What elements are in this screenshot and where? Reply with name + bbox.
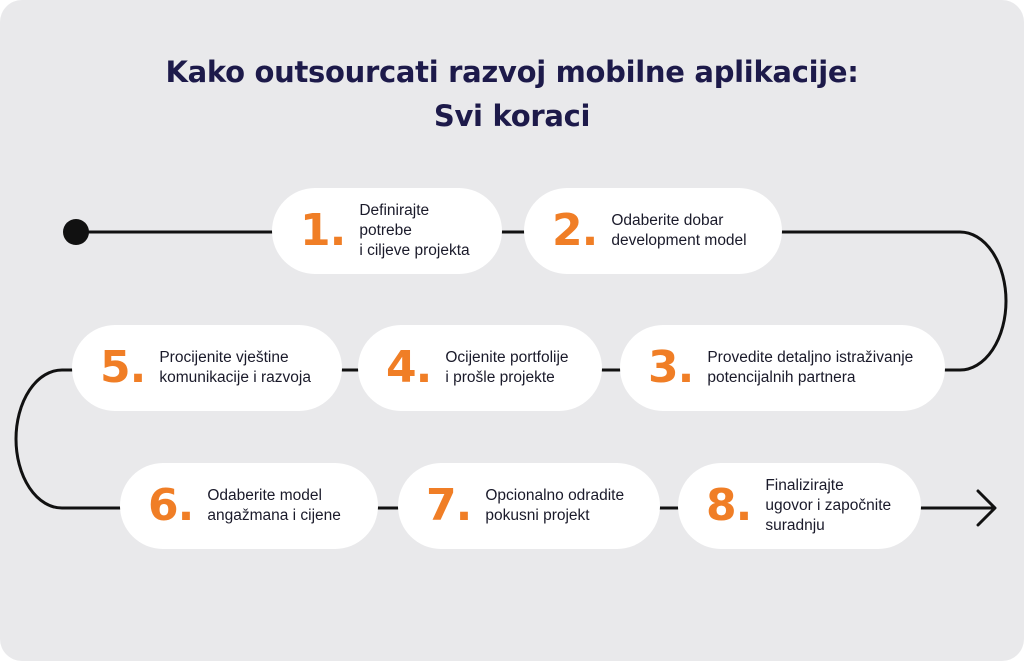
step-card-1	[272, 188, 502, 274]
step-label: Opcionalno odradite pokusni projekt	[485, 487, 625, 524]
step-number: 2.	[552, 205, 598, 256]
step-card-2	[524, 188, 782, 274]
step-label: Odaberite dobar development model	[611, 212, 747, 249]
path-start-dot	[63, 219, 89, 245]
step-number: 8.	[706, 480, 752, 531]
step-number: 1.	[300, 205, 346, 256]
step-card-6	[120, 463, 378, 549]
step-card-4	[358, 325, 602, 411]
step-card-7	[398, 463, 660, 549]
step-card-5	[72, 325, 342, 411]
step-number: 5.	[100, 342, 146, 393]
step-label: Definirajte potrebe i ciljeve projekta	[359, 202, 470, 259]
step-card-8	[678, 463, 921, 549]
step-label: Ocijenite portfolije i prošle projekte	[445, 349, 569, 386]
step-label: Finalizirajte ugovor i započnite suradnju	[765, 477, 892, 534]
title-line-1: Kako outsourcati razvoj mobilne aplikacije:	[165, 55, 859, 89]
title-line-2: Svi koraci	[433, 99, 591, 133]
step-number: 7.	[426, 480, 472, 531]
step-label: Odaberite model angažmana i cijene	[207, 487, 341, 524]
step-number: 4.	[386, 342, 432, 393]
step-number: 3.	[648, 342, 694, 393]
step-label: Procijenite vještine komunikacije i razvoja	[159, 349, 311, 386]
step-number: 6.	[148, 480, 194, 531]
step-card-3	[620, 325, 945, 411]
step-label: Provedite detaljno istraživanje potencijalnih partnera	[707, 349, 914, 386]
